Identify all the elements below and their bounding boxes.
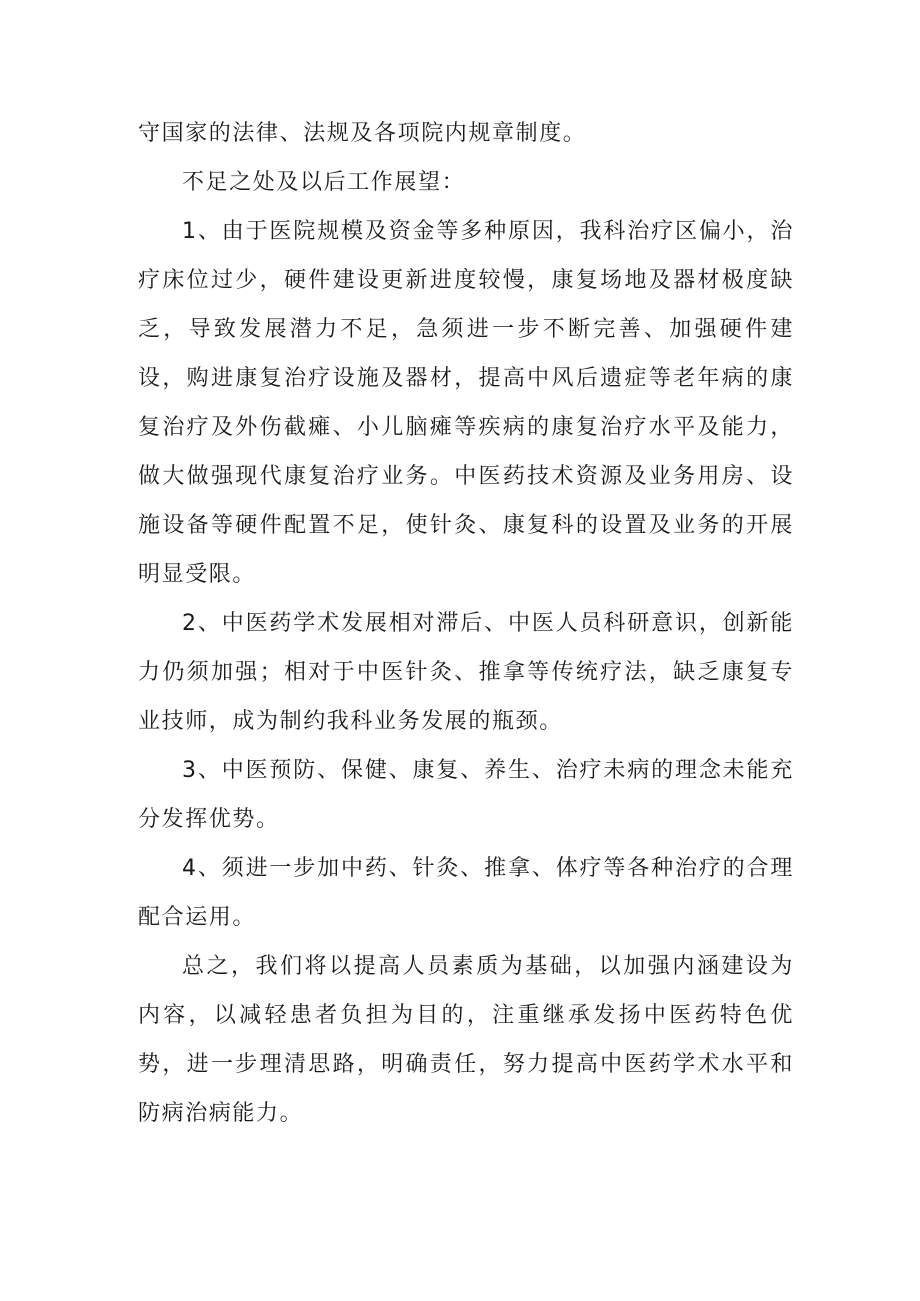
paragraph-conclusion: 总之，我们将以提高人员素质为基础，以加强内涵建设为内容，以减轻患者负担为目的，注重继承发扬中医药特色优势，进一步理清思路，明确责任，努力提高中医药学术水平和防病治病能力。: [138, 954, 794, 1126]
paragraph-continuation: 守国家的法律、法规及各项院内规章制度。: [138, 121, 587, 146]
paragraph-item-4: 4、须进一步加中药、针灸、推拿、体疗等各种治疗的合理配合运用。: [138, 856, 794, 930]
document-body: [138, 109, 794, 1138]
paragraph-item-2: 2、中医药学术发展相对滞后、中医人员科研意识，创新能力仍须加强；相对于中医针灸、推拿等传统疗法，缺乏康复专业技师，成为制约我科业务发展的瓶颈。: [138, 611, 794, 734]
paragraph-item-3: 3、中医预防、保健、康复、养生、治疗未病的理念未能充分发挥优势。: [138, 758, 794, 832]
paragraph-item-1: 1、由于医院规模及资金等多种原因，我科治疗区偏小，治疗床位过少，硬件建设更新进度较慢，康复场地及器材极度缺乏，导致发展潜力不足，急须进一步不断完善、加强硬件建设，购进康复治疗设施及器材，提高中风后遗症等老年病的康复治疗及外伤截瘫、小儿脑瘫等疾病的康复治疗水平及能力，做大做强现代康复治疗业务。中医药技术资源及业务用房、设施设备等硬件配置不足，使针灸、康复科的设置及业务的开展明显受限。: [138, 219, 794, 587]
paragraph-heading: 不足之处及以后工作展望：: [182, 170, 466, 195]
